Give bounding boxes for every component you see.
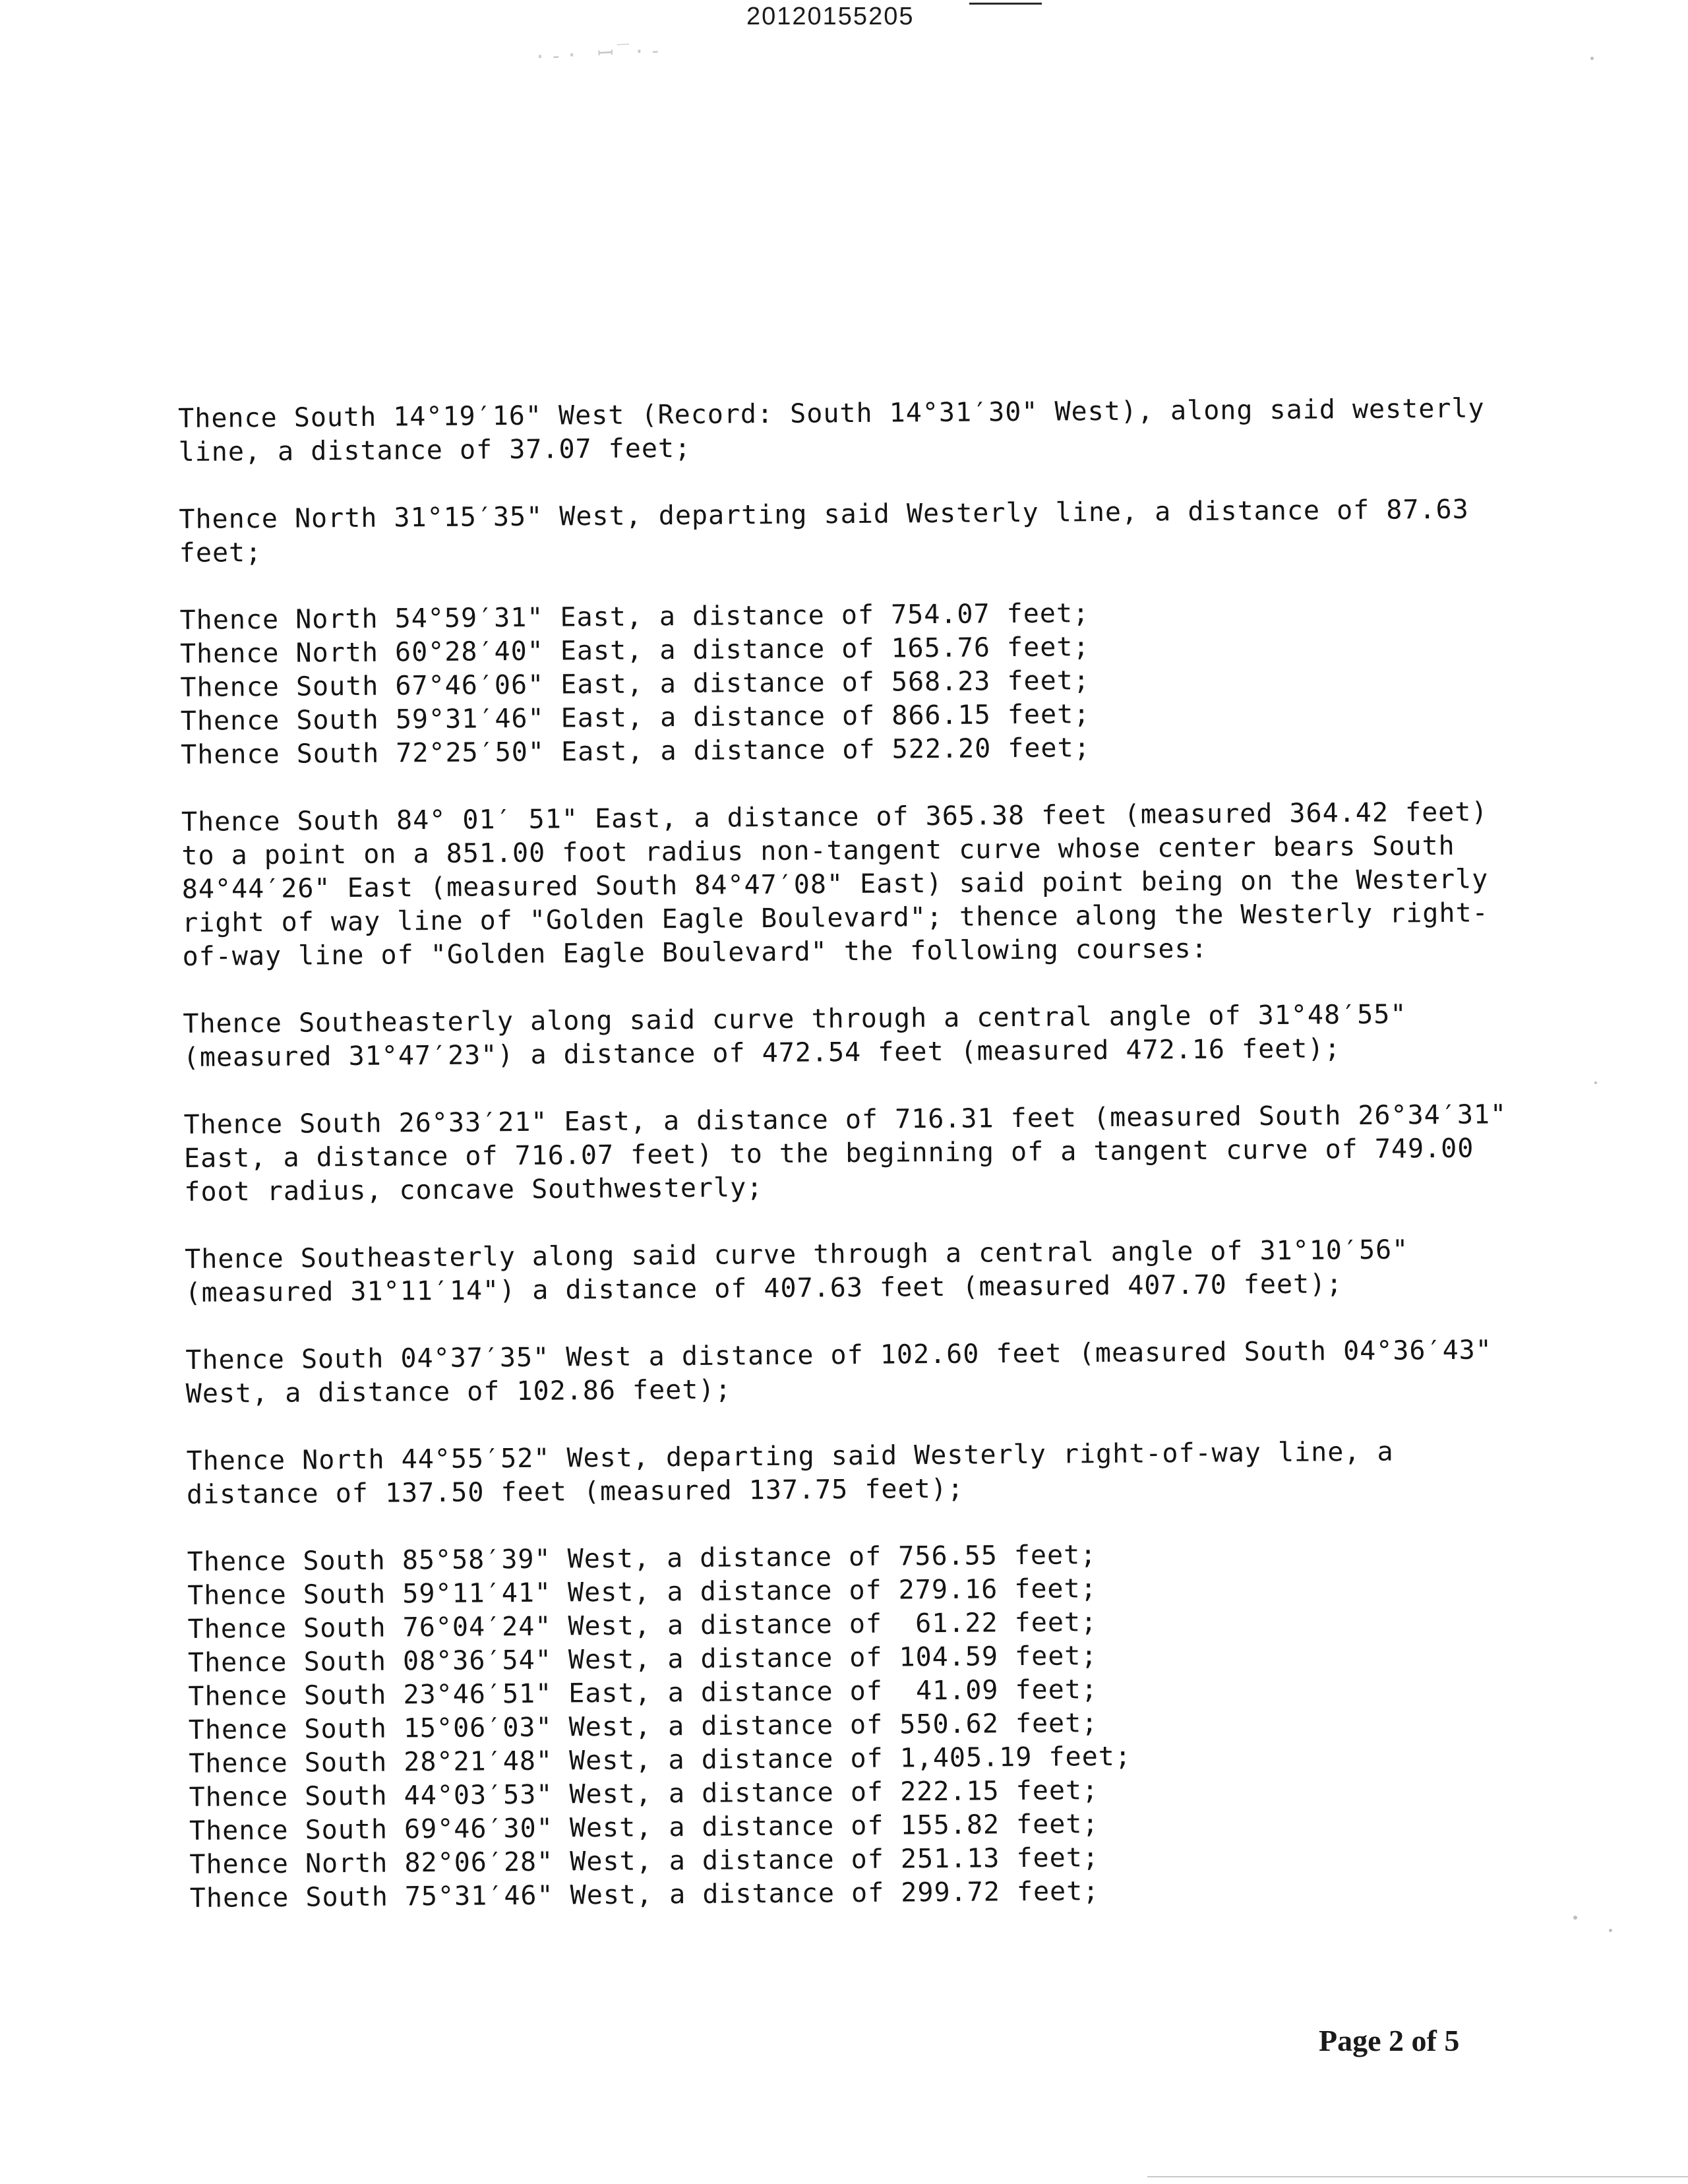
course-line: Thence South 59°31′46" East, a distance of 866.15 feet; xyxy=(180,699,1091,737)
course-paragraph: Thence Southeasterly along said curve through a central angle of 31°48′55" (measured 31°47′23") a distance of 472.54 feet (measured 472.16 feet); xyxy=(183,999,1407,1073)
course-paragraph: Thence Southeasterly along said curve through a central angle of 31°10′56" (measured 31°11′14") a distance of 407.63 feet (measured 407.70 feet); xyxy=(185,1234,1409,1308)
course-line: Thence South 75°31′46" West, a distance of 299.72 feet; xyxy=(189,1876,1100,1914)
course-line: Thence North 82°06′28" West, a distance of 251.13 feet; xyxy=(189,1842,1100,1880)
course-paragraph: Thence South 14°19′16" West (Record: South 14°31′30" West), along said westerly line, a distance of 37.07 feet; xyxy=(178,393,1485,468)
scan-speck xyxy=(1609,1929,1612,1932)
course-line: Thence South 08°36′54" West, a distance of 104.59 feet; xyxy=(187,1641,1098,1678)
course-line: Thence North 54°59′31" East, a distance of 754.07 feet; xyxy=(179,598,1090,636)
page-number: Page 2 of 5 xyxy=(1319,2024,1460,2057)
footer-rule xyxy=(1147,2176,1688,2177)
scan-speck xyxy=(1573,1916,1577,1920)
course-paragraph: Thence North 44°55′52" West, departing said Westerly right-of-way line, a distance of 137.50 feet (measured 137.75 feet); xyxy=(186,1436,1394,1510)
course-line: Thence South 23°46′51" East, a distance of 41.09 feet; xyxy=(188,1674,1099,1712)
course-line: Thence South 85°58′39" West, a distance of 756.55 feet; xyxy=(187,1540,1097,1577)
scan-speck xyxy=(1594,1081,1597,1084)
document-number: 20120155205 xyxy=(746,3,915,30)
course-line: Thence South 15°06′03" West, a distance of 550.62 feet; xyxy=(188,1708,1099,1745)
course-paragraph: Thence South 26°33′21" East, a distance of 716.31 feet (measured South 26°34′31" East, a distance of 716.07 feet) to the beginning of a tangent curve of 749.00 foot radius, concave Southwesterly; xyxy=(183,1099,1507,1207)
course-line: Thence South 67°46′06" East, a distance of 568.23 feet; xyxy=(180,665,1091,703)
course-paragraph: Thence North 31°15′35" West, departing said Westerly line, a distance of 87.63 feet; xyxy=(179,494,1469,568)
faded-stamp: ·-· ꟷ‾·- xyxy=(533,39,666,69)
course-line: Thence South 28°21′48" West, a distance of 1,405.19 feet; xyxy=(189,1741,1132,1779)
course-line: Thence South 69°46′30" West, a distance of 155.82 feet; xyxy=(189,1809,1099,1846)
scan-speck xyxy=(1590,57,1594,60)
course-paragraph: Thence South 84° 01′ 51" East, a distance of 365.38 feet (measured 364.42 feet) to a point on a 851.00 foot radius non-tangent curve whose center bears South 84°44′26" East (measured South 84°47′08" East) said point being on the Westerly right of way line of "Golden Eagle Boulevard"; thence along the Westerly right-of-way line of "Golden Eagle Boulevard" the following courses: xyxy=(181,797,1489,972)
course-line: Thence South 59°11′41" West, a distance of 279.16 feet; xyxy=(187,1573,1097,1611)
course-line: Thence North 60°28′40" East, a distance of 165.76 feet; xyxy=(179,632,1090,669)
legal-description-body xyxy=(178,392,1522,1949)
course-line: Thence South 44°03′53" West, a distance of 222.15 feet; xyxy=(189,1775,1099,1813)
course-line: Thence South 76°04′24" West, a distance of 61.22 feet; xyxy=(187,1607,1098,1645)
course-line: Thence South 72°25′50" East, a distance of 522.20 feet; xyxy=(181,733,1091,770)
course-list-1 xyxy=(179,593,1513,772)
course-paragraph: Thence South 04°37′35" West a distance of 102.60 feet (measured South 04°36′43" West, a distance of 102.86 feet); xyxy=(185,1335,1493,1409)
course-list-2 xyxy=(187,1535,1522,1916)
header-rule xyxy=(969,3,1042,5)
